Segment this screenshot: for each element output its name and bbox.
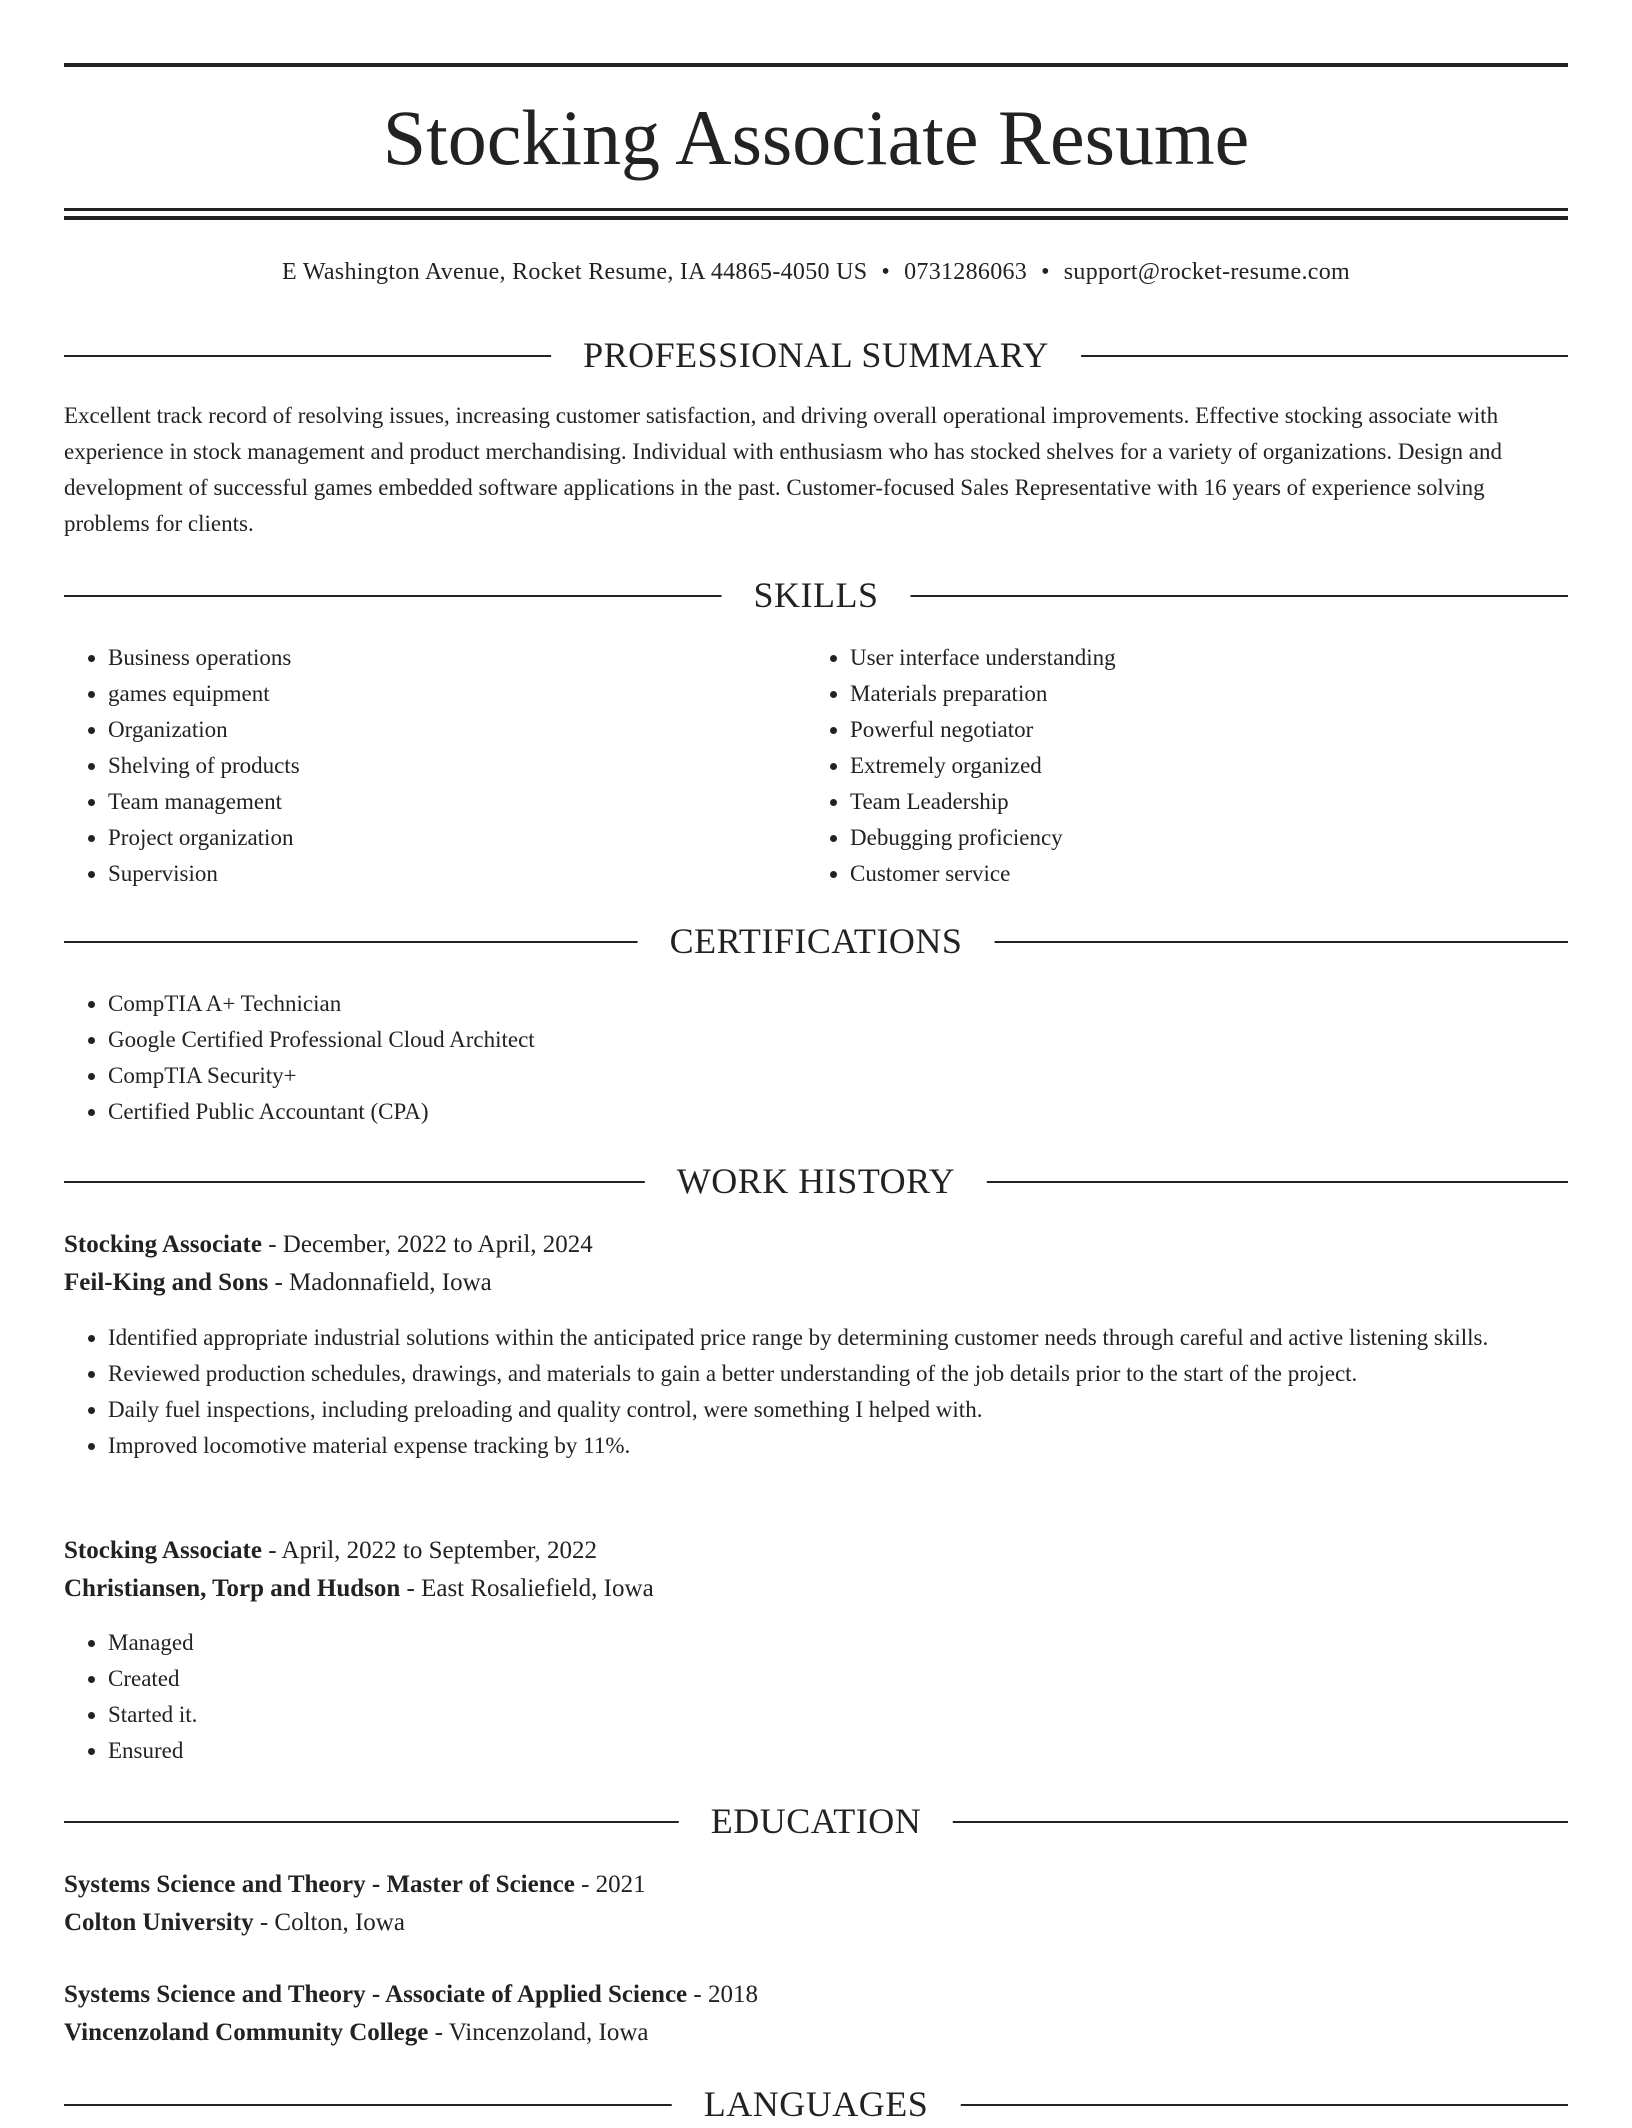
job-location: - East Rosaliefield, Iowa: [400, 1575, 654, 1602]
education-year: - 2021: [574, 1871, 646, 1898]
list-item: • Team Leadership: [850, 784, 1590, 820]
education-degree: Systems Science and Theory - Associate of Applied Science: [64, 1981, 688, 2008]
list-item: • Google Certified Professional Cloud Architect: [108, 1022, 1612, 1058]
list-item: • Created: [108, 1661, 1612, 1697]
job-company: Feil-King and Sons: [64, 1269, 269, 1296]
education-location: - Vincenzoland, Iowa: [428, 2019, 649, 2046]
section-heading-skills: [64, 571, 1568, 619]
education-degree: Systems Science and Theory - Master of Science: [64, 1871, 575, 1898]
skills-list-right: [806, 640, 1590, 892]
education-school-line: [64, 2014, 1568, 2052]
section-title: SKILLS: [721, 571, 910, 619]
list-item: • Powerful negotiator: [850, 712, 1590, 748]
education-entry: [64, 1976, 1568, 2052]
list-item: • CompTIA Security+: [108, 1058, 1612, 1094]
education-school: Vincenzoland Community College: [64, 2019, 429, 2046]
contact-separator: •: [1041, 259, 1050, 285]
section-title: WORK HISTORY: [645, 1157, 987, 1205]
list-item: • Reviewed production schedules, drawings, and materials to gain a better understanding of the job details prior to the start of the project.: [108, 1356, 1612, 1392]
list-item: • games equipment: [108, 676, 808, 712]
list-item: • Shelving of products: [108, 748, 808, 784]
list-item: • Customer service: [850, 856, 1590, 892]
list-item: • Identified appropriate industrial solutions within the anticipated price range by determining customer needs through careful and active listening skills.: [108, 1320, 1612, 1356]
job-dates: - April, 2022 to September, 2022: [261, 1537, 598, 1564]
list-item: • Organization: [108, 712, 808, 748]
section-title: LANGUAGES: [672, 2080, 961, 2128]
job-title: Stocking Associate: [64, 1537, 262, 1564]
contact-phone: 0731286063: [904, 259, 1028, 285]
contact-separator: •: [881, 259, 891, 285]
title-rule-upper: [64, 208, 1568, 211]
education-year: - 2018: [687, 1981, 758, 2008]
certifications-list: [64, 986, 1612, 1130]
job-dates: - December, 2022 to April, 2024: [261, 1231, 593, 1258]
job-bullets: [64, 1625, 1612, 1769]
summary-text: Excellent track record of resolving issues, increasing customer satisfaction, and driving overall operational improvements. Effective stocking associate with experience in stock management and product merchandising. Individual with enthusiasm who has stocked shelves for a variety of organizations. Design and development of successful games embedded software applications in the past. Customer-focused Sales Representative with 16 years of experience solving problems for clients.: [64, 403, 1502, 536]
list-item: • CompTIA A+ Technician: [108, 986, 1612, 1022]
list-item: • Business operations: [108, 640, 808, 676]
section-heading-work: [64, 1157, 1568, 1205]
section-heading-education: [64, 1797, 1568, 1845]
job-company-line: [64, 1570, 1568, 1608]
education-degree-line: [64, 1976, 1568, 2014]
skills-list-left: [64, 640, 808, 892]
list-item: • Daily fuel inspections, including preloading and quality control, were something I helped with.: [108, 1392, 1612, 1428]
top-rule: [64, 63, 1568, 67]
list-item: • Ensured: [108, 1733, 1612, 1769]
list-item: • Managed: [108, 1625, 1612, 1661]
list-item: • Extremely organized: [850, 748, 1590, 784]
resume-title: Stocking Associate Resume: [382, 94, 1250, 181]
list-item: • Project organization: [108, 820, 808, 856]
list-item: • Team management: [108, 784, 808, 820]
list-item: • Certified Public Accountant (CPA): [108, 1094, 1612, 1130]
section-heading-languages: [64, 2080, 1568, 2128]
contact-line: [64, 254, 1568, 290]
list-item: • Supervision: [108, 856, 808, 892]
title-rule-lower: [64, 216, 1568, 220]
job-title-line: [64, 1226, 1568, 1264]
list-item: • Materials preparation: [850, 676, 1590, 712]
section-title: CERTIFICATIONS: [638, 917, 995, 965]
job-company-line: [64, 1264, 1568, 1302]
job-entry: [64, 1226, 1568, 1302]
list-item: • Started it.: [108, 1697, 1612, 1733]
job-company: Christiansen, Torp and Hudson: [64, 1575, 401, 1602]
job-title: Stocking Associate: [64, 1231, 262, 1258]
section-title: PROFESSIONAL SUMMARY: [551, 331, 1081, 379]
list-item: • Debugging proficiency: [850, 820, 1590, 856]
education-degree-line: [64, 1866, 1568, 1904]
list-item: • Improved locomotive material expense tracking by 11%.: [108, 1428, 1612, 1464]
contact-address: E Washington Avenue, Rocket Resume, IA 44865-4050 US: [282, 259, 868, 285]
job-bullets: [64, 1320, 1612, 1464]
job-entry: [64, 1532, 1568, 1608]
contact-email: support@rocket-resume.com: [1063, 259, 1350, 285]
job-title-line: [64, 1532, 1568, 1570]
job-location: - Madonnafield, Iowa: [268, 1269, 492, 1296]
education-school-line: [64, 1904, 1568, 1942]
education-entry: [64, 1866, 1568, 1942]
section-heading-certifications: [64, 917, 1568, 965]
education-location: - Colton, Iowa: [253, 1909, 405, 1936]
section-heading-summary: [64, 331, 1568, 379]
list-item: • User interface understanding: [850, 640, 1590, 676]
section-title: EDUCATION: [679, 1797, 953, 1845]
education-school: Colton University: [64, 1909, 254, 1936]
